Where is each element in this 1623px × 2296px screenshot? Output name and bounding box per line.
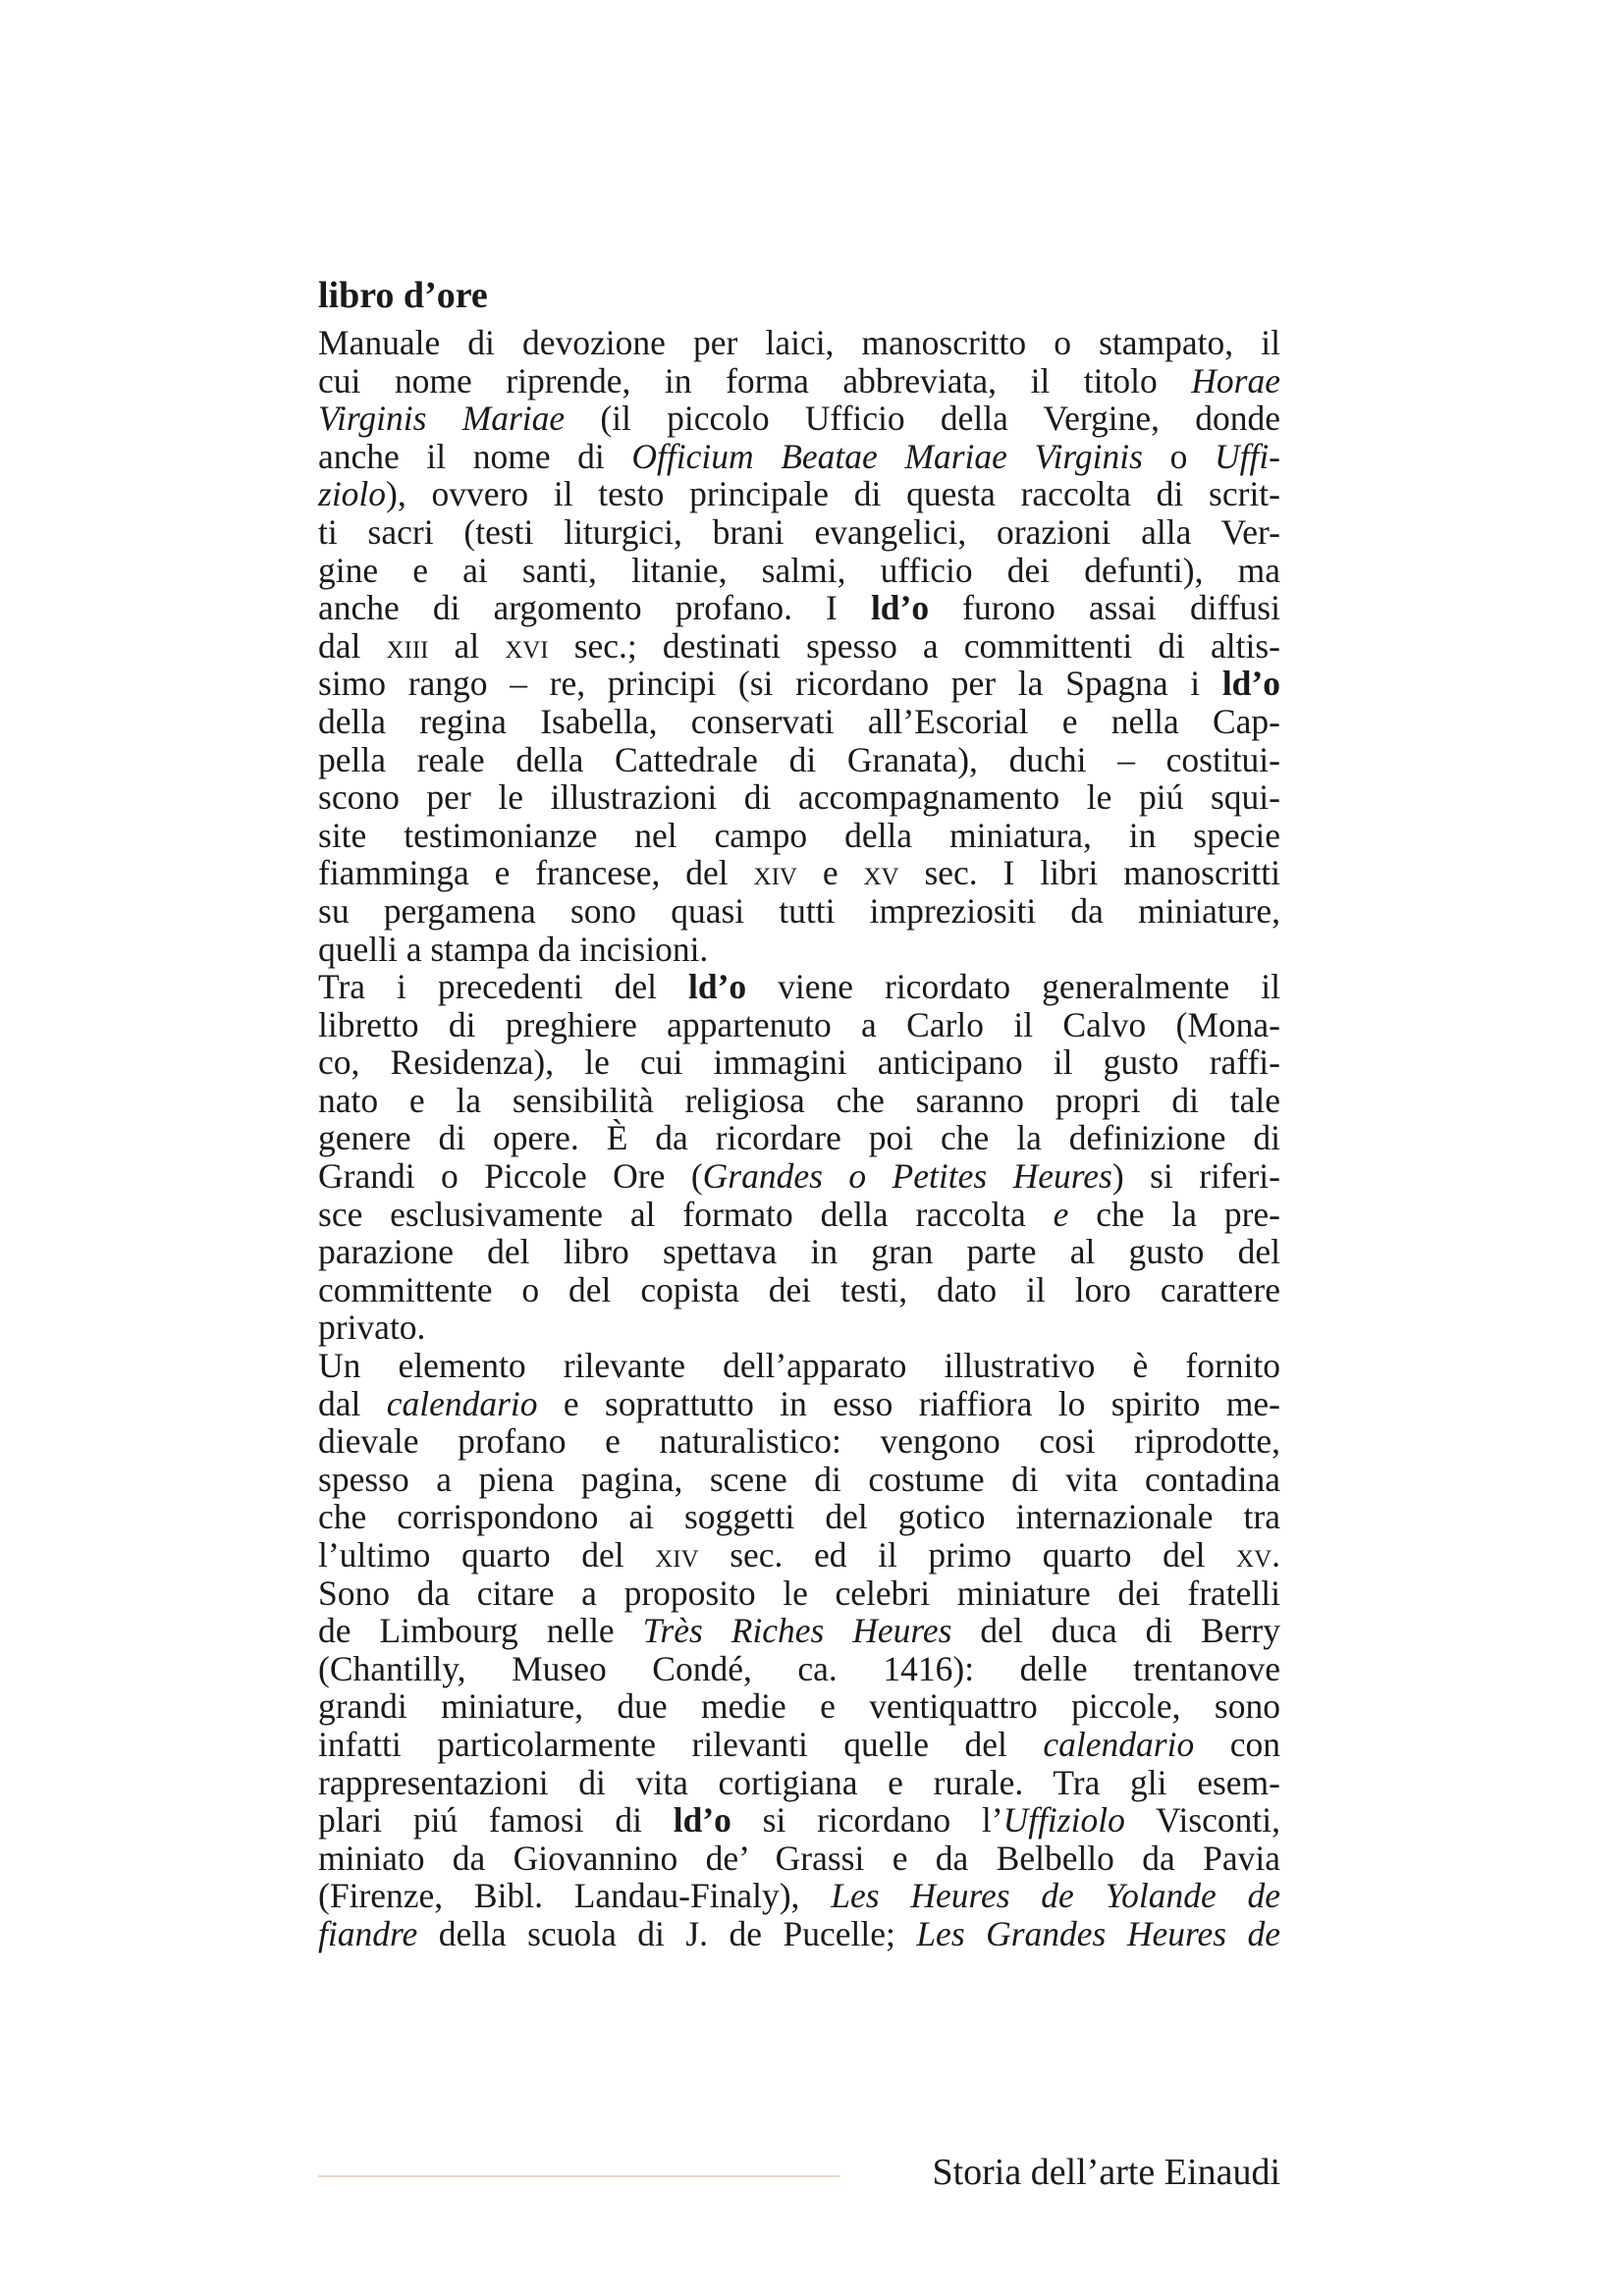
text-segment: Grandes o Petites Heures [702, 1156, 1112, 1197]
text-line [318, 778, 1280, 817]
text-segment: site testimonianze nel campo della miniatura, in specie [318, 815, 1280, 855]
text-segment: Les Heures de Yolande de [831, 1876, 1280, 1916]
text-segment: Les Grandes Heures de [916, 1913, 1281, 1953]
text-segment: xiv [655, 1535, 699, 1575]
text-line [318, 1196, 1280, 1234]
text-segment: simo rango – re, principi (si ricordano per la Spagna i [318, 664, 1222, 704]
text-segment: al [428, 625, 506, 666]
text-segment: quelli a stampa da incisioni. [318, 929, 709, 969]
text-segment: Sono da citare a proposito le celebri miniature dei fratelli [318, 1573, 1280, 1613]
text-segment: fiandre [318, 1913, 418, 1953]
text-segment: anche di argomento profano. I [318, 588, 871, 628]
text-line [318, 1082, 1280, 1120]
text-segment: Tra i precedenti del [318, 967, 688, 1007]
text-line [318, 1461, 1280, 1499]
text-line [318, 703, 1280, 741]
page-content [318, 273, 1280, 1953]
entry-body [318, 324, 1280, 1953]
text-segment: si ricordano l’ [730, 1800, 1003, 1841]
text-segment: dal [318, 1383, 387, 1423]
text-segment: xiv [753, 853, 797, 893]
text-line [318, 1536, 1280, 1575]
text-segment: Un elemento rilevante dell’apparato illustrativo è fornito [318, 1346, 1280, 1386]
text-line [318, 1612, 1280, 1650]
abbreviation-ldo: ld’o [1221, 664, 1280, 704]
text-segment: sec.; destinati spesso a committenti di altis- [548, 625, 1280, 666]
text-segment: sec. I libri manoscritti [898, 853, 1280, 893]
text-segment: Uffiziolo [1002, 1800, 1125, 1841]
text-line [318, 1233, 1280, 1271]
text-line [318, 931, 1280, 969]
text-segment: sce esclusivamente al formato della raccolta [318, 1194, 1054, 1234]
text-segment: genere di opere. È da ricordare poi che la definizione di [318, 1118, 1280, 1158]
text-line [318, 400, 1280, 438]
text-segment: (Firenze, Bibl. Landau-Finaly), [318, 1876, 832, 1916]
text-line [318, 1119, 1280, 1157]
abbreviation-ldo: ld’o [687, 967, 747, 1007]
text-segment: xiii [386, 625, 429, 666]
text-segment: della regina Isabella, conservati all’Escorial e nella Cap- [318, 701, 1280, 741]
text-line [318, 438, 1280, 476]
text-segment: . [1271, 1535, 1280, 1575]
text-segment: calendario [386, 1383, 538, 1423]
text-line [318, 1271, 1280, 1309]
text-line [318, 552, 1280, 590]
text-line [318, 1498, 1280, 1536]
text-segment: e [1053, 1194, 1069, 1234]
text-segment: Virginis Mariae [318, 399, 566, 439]
text-segment: Très Riches Heures [642, 1611, 952, 1651]
text-segment: anche il nome di [318, 436, 632, 476]
text-segment: gine e ai santi, litanie, salmi, ufficio dei defunti), ma [318, 550, 1280, 590]
text-segment: (Chantilly, Museo Condé, ca. 1416): delle trentanove [318, 1648, 1280, 1688]
text-segment: de Limbourg nelle [318, 1611, 643, 1651]
text-segment: e [796, 853, 864, 893]
text-line [318, 1650, 1280, 1688]
text-segment: xv [863, 853, 899, 893]
text-segment: plari piú famosi di [318, 1800, 674, 1841]
text-segment: scono per le illustrazioni di accompagnamento le piú squi- [318, 777, 1280, 818]
text-line [318, 1347, 1280, 1385]
text-segment: dievale profano e naturalistico: vengono cosi riprodotte, [318, 1421, 1280, 1462]
abbreviation-ldo: ld’o [870, 588, 930, 628]
text-segment: dal [318, 625, 387, 666]
text-line [318, 1308, 1280, 1347]
text-line [318, 1043, 1280, 1082]
text-line [318, 1726, 1280, 1764]
text-line [318, 1006, 1280, 1044]
footer-rule [318, 2175, 840, 2177]
text-line [318, 1422, 1280, 1461]
text-segment: che la pre- [1068, 1194, 1280, 1234]
text-segment: (il piccolo Ufficio della Vergine, donde [565, 399, 1280, 439]
text-line [318, 1764, 1280, 1802]
text-segment: ), ovvero il testo principale di questa raccolta di scrit- [386, 474, 1280, 514]
text-line [318, 475, 1280, 513]
text-segment: e soprattutto in esso riaffiora lo spirito me- [537, 1383, 1280, 1423]
text-segment: Uffi- [1214, 436, 1281, 476]
text-segment: furono assai diffusi [929, 588, 1280, 628]
text-line [318, 741, 1280, 779]
text-segment: infatti particolarmente rilevanti quelle del [318, 1724, 1044, 1764]
text-segment: ti sacri (testi liturgici, brani evangelici, orazioni alla Ver- [318, 511, 1280, 552]
text-segment: o [1142, 436, 1215, 476]
text-segment: privato. [318, 1308, 426, 1348]
text-segment: del duca di Berry [951, 1611, 1280, 1651]
text-segment: l’ultimo quarto del [318, 1535, 656, 1575]
text-segment: ziolo [318, 474, 387, 514]
text-segment: spesso a piena pagina, scene di costume di vita contadina [318, 1459, 1280, 1499]
text-segment: Visconti, [1124, 1800, 1281, 1841]
text-segment: co, Residenza), le cui immagini anticipano il gusto raffi- [318, 1042, 1280, 1083]
text-line [318, 589, 1280, 627]
text-line [318, 513, 1280, 552]
text-segment: su pergamena sono quasi tutti impreziositi da miniature, [318, 890, 1280, 931]
text-segment: ) si riferi- [1111, 1156, 1280, 1197]
text-segment: xv [1236, 1535, 1272, 1575]
text-segment: Officium Beatae Mariae Virginis [631, 436, 1143, 476]
text-line [318, 854, 1280, 892]
text-line [318, 968, 1280, 1006]
text-line [318, 362, 1280, 400]
text-segment: sec. ed il primo quarto del [698, 1535, 1237, 1575]
text-segment: pella reale della Cattedrale di Granata), duchi – costitui- [318, 739, 1280, 779]
text-line [318, 1687, 1280, 1726]
text-segment: libretto di preghiere appartenuto a Carlo il Calvo (Mona- [318, 1004, 1280, 1044]
text-segment: che corrispondono ai soggetti del gotico internazionale tra [318, 1497, 1280, 1537]
text-line [318, 1575, 1280, 1613]
text-segment: committente o del copista dei testi, dato il loro carattere [318, 1269, 1280, 1309]
text-segment: calendario [1043, 1724, 1195, 1764]
text-line [318, 324, 1280, 362]
text-line [318, 1840, 1280, 1878]
text-line [318, 1915, 1280, 1953]
page-footer [318, 2148, 1280, 2197]
text-line [318, 1877, 1280, 1915]
text-segment: xvi [505, 625, 549, 666]
text-segment: fiamminga e francese, del [318, 853, 754, 893]
text-segment: rappresentazioni di vita cortigiana e rurale. Tra gli esem- [318, 1762, 1280, 1802]
text-segment: grandi miniature, due medie e ventiquattro piccole, sono [318, 1686, 1280, 1727]
text-line [318, 817, 1280, 855]
abbreviation-ldo: ld’o [673, 1800, 731, 1841]
text-segment: della scuola di J. de Pucelle; [417, 1913, 917, 1953]
text-segment: miniato da Giovannino de’ Grassi e da Belbello da Pavia [318, 1838, 1280, 1878]
text-line [318, 892, 1280, 931]
text-line [318, 1801, 1280, 1840]
text-segment: con [1194, 1724, 1280, 1764]
footer-publisher: Storia dell’arte Einaudi [932, 2152, 1280, 2193]
text-line [318, 1157, 1280, 1196]
text-line [318, 665, 1280, 703]
text-segment: viene ricordato generalmente il [746, 967, 1280, 1007]
text-segment: Grandi o Piccole Ore ( [318, 1156, 703, 1197]
text-line [318, 1385, 1280, 1423]
text-segment: parazione del libro spettava in gran parte al gusto del [318, 1232, 1280, 1272]
text-line [318, 627, 1280, 666]
text-segment: Horae [1191, 360, 1280, 400]
text-segment: cui nome riprende, in forma abbreviata, il titolo [318, 360, 1192, 400]
text-segment: Manuale di devozione per laici, manoscritto o stampato, il [318, 323, 1280, 362]
entry-title: libro d’ore [318, 275, 488, 316]
text-segment: nato e la sensibilità religiosa che saranno propri di tale [318, 1080, 1280, 1120]
